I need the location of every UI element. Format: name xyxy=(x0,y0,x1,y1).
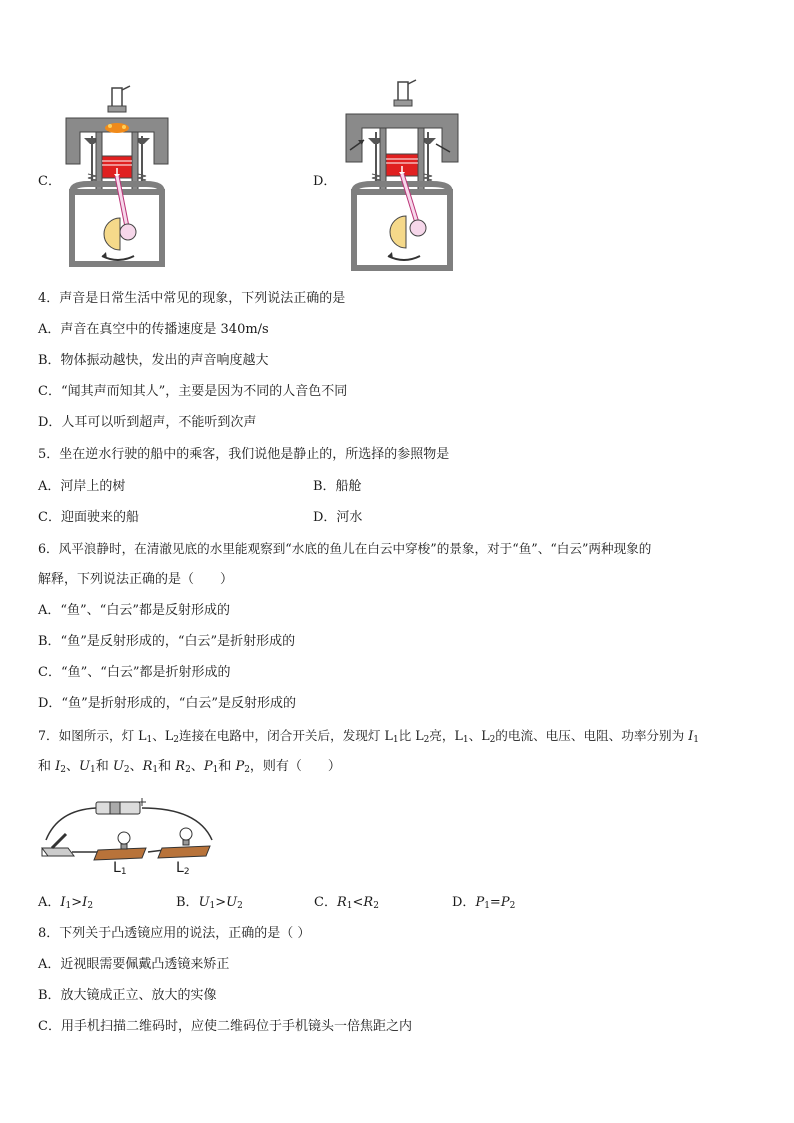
q8-option-b: B．放大镜成正立、放大的实像 xyxy=(38,988,217,1003)
q7-stem-line2: 和 $I_2$、$U_1$和 $U_2$、$R_1$和 $R_2$、$P_1$和 $P_2$，则有（ ） xyxy=(38,759,341,775)
q4-option-a: A．声音在真空中的传播速度是 340m/s xyxy=(38,322,269,337)
q6-stem-line2: 解释，下列说法正确的是（ ） xyxy=(38,572,234,587)
q6-option-a: A．“鱼”、“白云”都是反射形成的 xyxy=(38,603,230,618)
q6-option-d: D．“鱼”是折射形成的，“白云”是反射形成的 xyxy=(38,696,297,711)
q4-option-d: D．人耳可以听到超声，不能听到次声 xyxy=(38,415,257,430)
q3-option-d-label: D． xyxy=(313,174,337,189)
label-l1: $L_1$ xyxy=(113,860,127,877)
q7-option-c: C．$R_1<R_2$ xyxy=(314,895,379,911)
q7-stem-line1: 7．如图所示，灯 $L_1$、$L_2$连接在电路中，闭合开关后，发现灯 $L_1$比 $L_2$亮，$L_1$、$L_2$的电流、电压、电阻、功率分别为 $I_1$ xyxy=(38,728,699,745)
q5-option-a: A．河岸上的树 xyxy=(38,479,126,494)
q5-stem: 5．坐在逆水行驶的船中的乘客，我们说他是静止的，所选择的参照物是 xyxy=(38,447,450,462)
q8-stem: 8．下列关于凸透镜应用的说法，正确的是（ ） xyxy=(38,926,311,941)
circuit-diagram xyxy=(38,790,218,880)
engine-diagram-d xyxy=(340,78,464,278)
q3-option-c-label: C． xyxy=(38,174,61,189)
q7-option-a: A．$I_1>I_2$ xyxy=(38,895,94,911)
q7-option-d: D．$P_1=P_2$ xyxy=(452,895,516,911)
q7-option-b: B．$U_1>U_2$ xyxy=(176,895,243,911)
q5-option-c: C．迎面驶来的船 xyxy=(38,510,139,525)
q5-option-d: D．河水 xyxy=(313,510,363,525)
q8-option-a: A．近视眼需要佩戴凸透镜来矫正 xyxy=(38,957,230,972)
engine-diagram-c xyxy=(58,84,178,274)
q4-option-c: C．“闻其声而知其人”，主要是因为不同的人音色不同 xyxy=(38,384,348,399)
q6-option-b: B．“鱼”是反射形成的，“白云”是折射形成的 xyxy=(38,634,296,649)
q4-option-b: B．物体振动越快，发出的声音响度越大 xyxy=(38,353,269,368)
q4-stem: 4．声音是日常生活中常见的现象，下列说法正确的是 xyxy=(38,291,346,306)
q5-option-b: B．船舱 xyxy=(313,479,362,494)
q6-option-c: C．“鱼”、“白云”都是折射形成的 xyxy=(38,665,231,680)
q6-stem-line1: 6．风平浪静时，在清澈见底的水里能观察到“水底的鱼儿在白云中穿梭”的景象，对于“鱼”、“白云”两种现象的 xyxy=(38,541,652,556)
label-l2: $L_2$ xyxy=(176,860,190,877)
q8-option-c: C．用手机扫描二维码时，应使二维码位于手机镜头一倍焦距之内 xyxy=(38,1019,412,1034)
